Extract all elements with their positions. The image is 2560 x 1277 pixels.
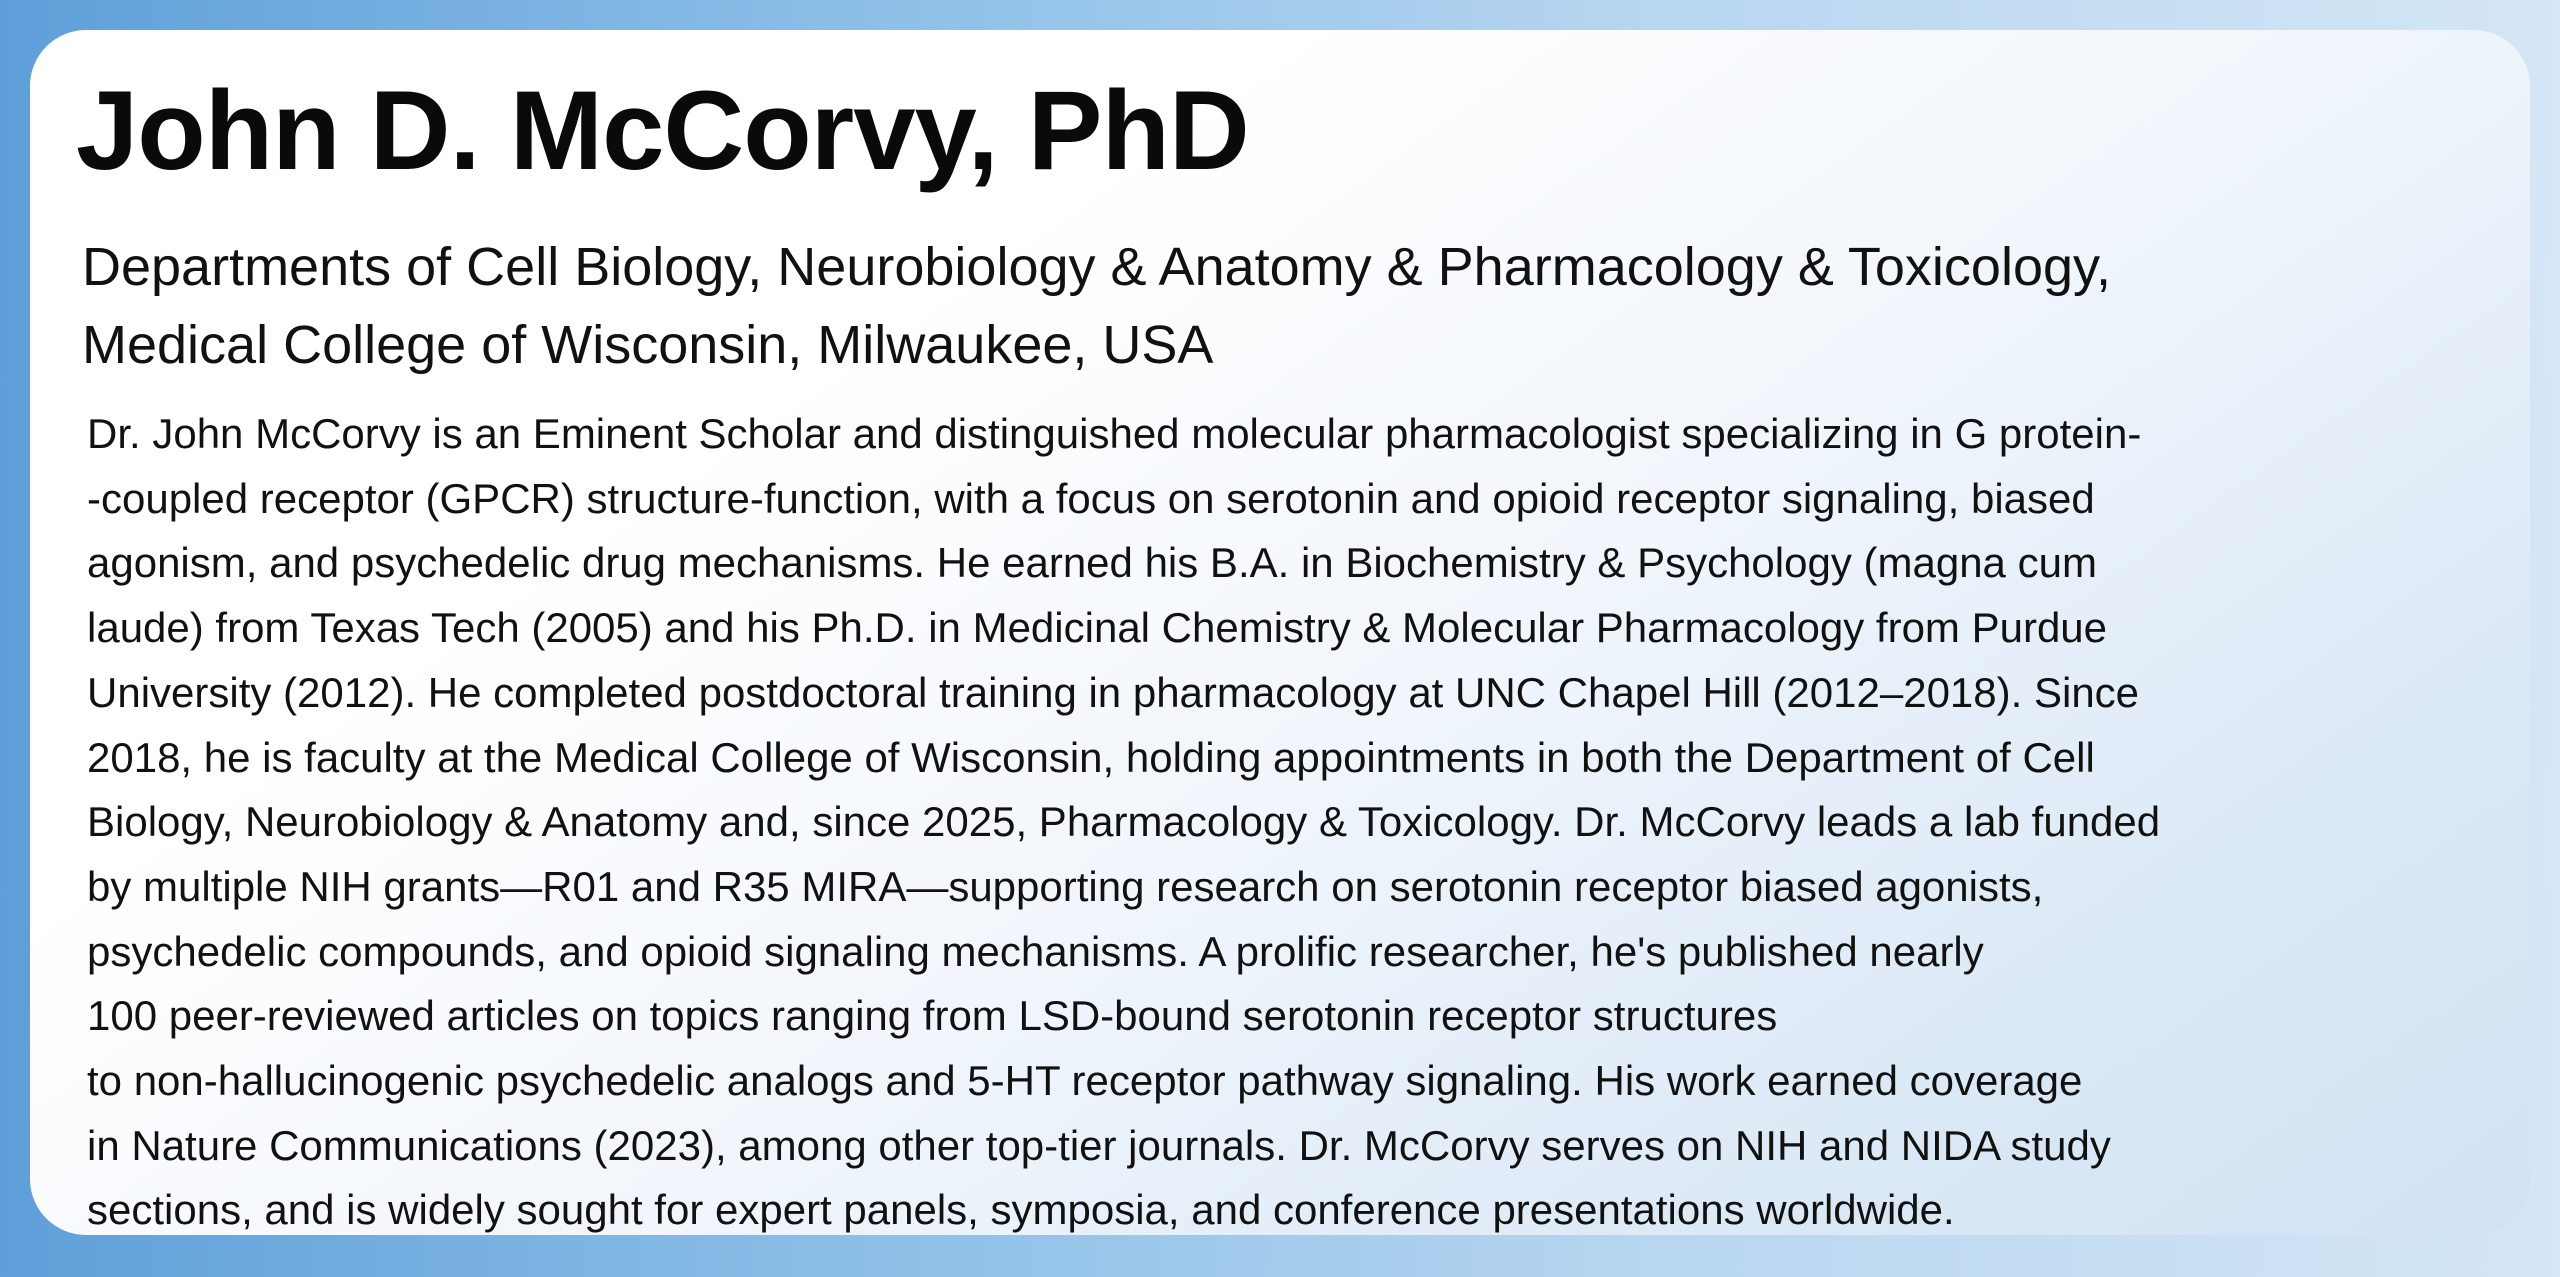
bio-line: sections, and is widely sought for expert panels, symposia, and conference presentations worldwide. bbox=[87, 1186, 1955, 1234]
bio-line: 2018, he is faculty at the Medical College of Wisconsin, holding appointments in both the Department of Cell bbox=[87, 733, 2095, 781]
bio-line: 100 peer-reviewed articles on topics ranging from LSD-bound serotonin receptor structures bbox=[87, 992, 1778, 1040]
profile-card bbox=[30, 30, 2530, 1235]
profile-name: John D. McCorvy, PhD bbox=[76, 68, 1249, 193]
affiliation-line: Departments of Cell Biology, Neurobiology & Anatomy & Pharmacology & Toxicology, bbox=[82, 237, 2112, 297]
bio-line: in Nature Communications (2023), among other top-tier journals. Dr. McCorvy serves on NIH and NIDA study bbox=[87, 1121, 2111, 1169]
bio-line: -coupled receptor (GPCR) structure-function, with a focus on serotonin and opioid receptor signaling, biased bbox=[87, 474, 2095, 522]
bio-line: laude) from Texas Tech (2005) and his Ph.D. in Medicinal Chemistry & Molecular Pharmacology from Purdue bbox=[87, 604, 2108, 652]
bio-line: agonism, and psychedelic drug mechanisms. He earned his B.A. in Biochemistry & Psychology (magna cum bbox=[87, 539, 2097, 587]
bio-line: University (2012). He completed postdoctoral training in pharmacology at UNC Chapel Hill (2012–2018). Since bbox=[87, 668, 2140, 716]
bio-line: to non-hallucinogenic psychedelic analogs and 5-HT receptor pathway signaling. His work earned coverage bbox=[87, 1057, 2083, 1105]
affiliation-line: Medical College of Wisconsin, Milwaukee, USA bbox=[82, 315, 1214, 375]
biography bbox=[87, 402, 2507, 1235]
bio-line: by multiple NIH grants—R01 and R35 MIRA—supporting research on serotonin receptor biased agonists, bbox=[87, 862, 2044, 910]
affiliation bbox=[82, 228, 2482, 384]
bio-line: Biology, Neurobiology & Anatomy and, since 2025, Pharmacology & Toxicology. Dr. McCorvy leads a lab funded bbox=[87, 798, 2161, 846]
bio-line: psychedelic compounds, and opioid signaling mechanisms. A prolific researcher, he's published nearly bbox=[87, 927, 1984, 975]
bio-line: Dr. John McCorvy is an Eminent Scholar and distinguished molecular pharmacologist specializing in G protein- bbox=[87, 410, 2142, 457]
